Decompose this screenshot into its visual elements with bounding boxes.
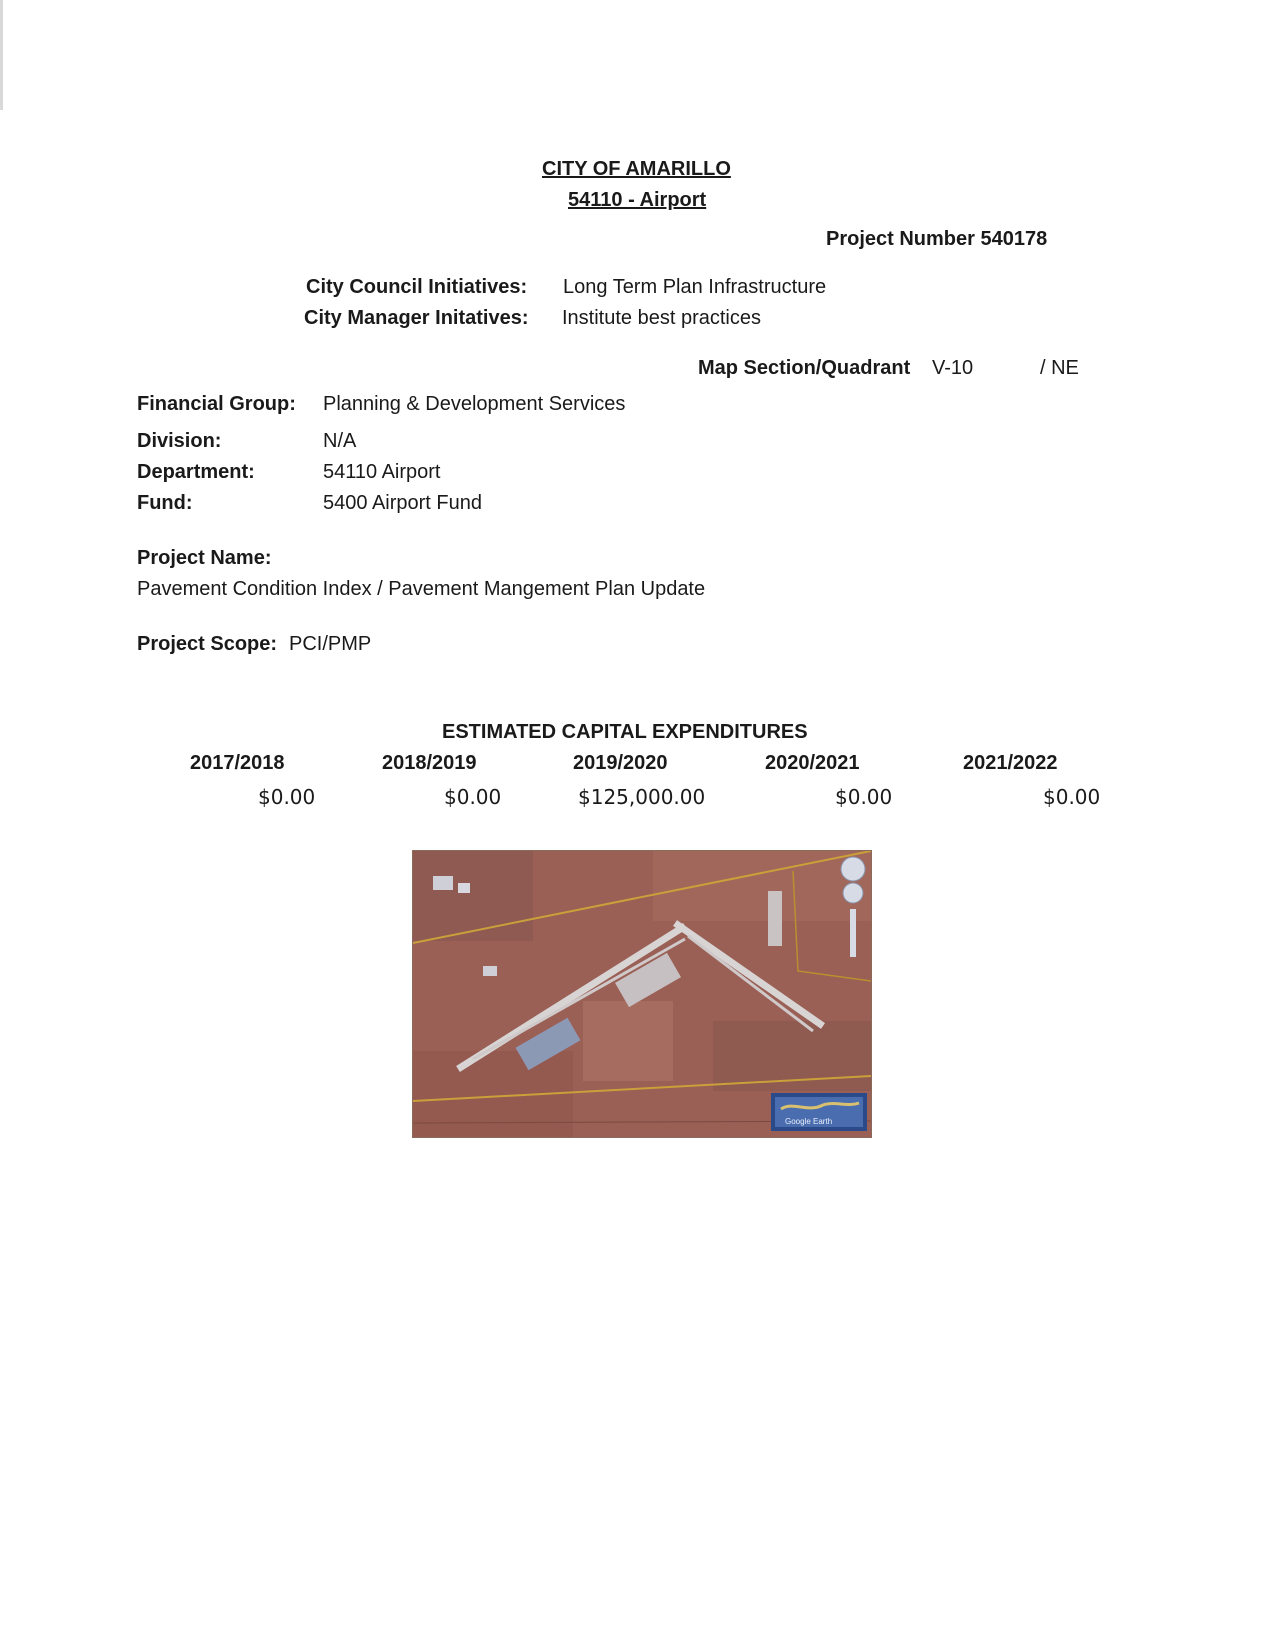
airport-aerial-photo — [412, 850, 872, 1138]
amount-2020-2021: $0.00 — [835, 785, 893, 809]
manager-initiatives-label: City Manager Initatives: — [304, 307, 529, 329]
scan-edge — [0, 0, 3, 110]
aerial-map-graphic — [413, 851, 871, 1137]
project-number — [826, 228, 1047, 251]
year-2020-2021: 2020/2021 — [765, 752, 860, 774]
map-quadrant-value: / NE — [1040, 357, 1079, 379]
fund-label: Fund: — [137, 492, 193, 514]
division-label: Division: — [137, 430, 222, 452]
project-number-value: 540178 — [980, 228, 1048, 250]
project-number-label: Project Number — [826, 228, 975, 250]
financial-group-label: Financial Group: — [137, 393, 296, 415]
expenditures-title: ESTIMATED CAPITAL EXPENDITURES — [442, 721, 808, 743]
manager-initiatives-value: Institute best practices — [562, 307, 761, 329]
financial-group-value: Planning & Development Services — [323, 393, 626, 415]
department-title: 54110 - Airport — [568, 189, 707, 211]
project-name-label: Project Name: — [137, 547, 272, 569]
amount-2021-2022: $0.00 — [1043, 785, 1101, 809]
city-title: CITY OF AMARILLO — [542, 158, 731, 180]
division-value: N/A — [323, 430, 357, 452]
department-label: Department: — [137, 461, 255, 483]
year-2017-2018: 2017/2018 — [190, 752, 285, 774]
fund-value: 5400 Airport Fund — [323, 492, 482, 514]
year-2018-2019: 2018/2019 — [382, 752, 477, 774]
map-section-label: Map Section/Quadrant — [698, 357, 911, 379]
map-section-value: V-10 — [932, 357, 974, 379]
project-name-value: Pavement Condition Index / Pavement Mangement Plan Update — [137, 578, 706, 600]
council-initiatives-label: City Council Initiatives: — [306, 276, 528, 298]
google-earth-caption: Google Earth — [785, 1117, 833, 1126]
amount-2019-2020: $125,000.00 — [578, 785, 706, 809]
amount-2017-2018: $0.00 — [258, 785, 316, 809]
year-2021-2022: 2021/2022 — [963, 752, 1058, 774]
amount-2018-2019: $0.00 — [444, 785, 502, 809]
project-scope-value: PCI/PMP — [289, 633, 372, 655]
department-value: 54110 Airport — [323, 461, 441, 483]
year-2019-2020: 2019/2020 — [573, 752, 668, 774]
project-scope-label: Project Scope: — [137, 633, 278, 655]
council-initiatives-value: Long Term Plan Infrastructure — [563, 276, 827, 298]
